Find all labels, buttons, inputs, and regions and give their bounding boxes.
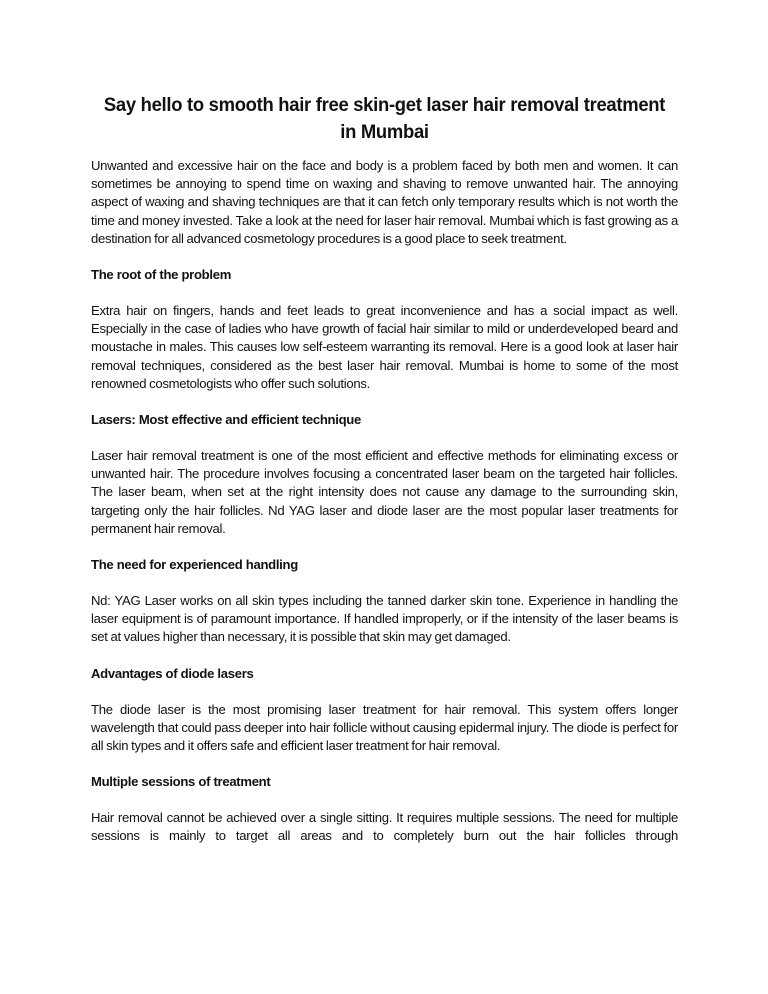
section-body: The diode laser is the most promising laser treatment for hair removal. This system offers longer wavelength that could pass deeper into hair follicle without causing epidermal injury. The diode is perfect for all skin types and it offers safe and efficient laser treatment for hair removal. [91,701,678,754]
section-root-of-problem [91,266,678,393]
section-body: Nd: YAG Laser works on all skin types including the tanned darker skin tone. Experience in handling the laser equipment is of paramount importance. If handled improperly, or if the intensity of the laser beams is set at values higher than necessary, it is possible that skin may get damaged. [91,593,678,645]
section-heading: Multiple sessions of treatment [91,774,271,790]
section-multiple-sessions [91,773,678,845]
section-heading: The need for experienced handling [91,557,298,573]
section-lasers-technique [91,411,678,538]
section-heading: The root of the problem [91,267,232,283]
section-experienced-handling [91,556,678,647]
intro-paragraph: Unwanted and excessive hair on the face and body is a problem faced by both men and women. It can sometimes be annoying to spend time on waxing and shaving to remove unwanted hair. The annoying aspect of waxing and shaving techniques are that it can fetch only temporary results which is not worth the time and money invested. Take a look at the need for laser hair removal. Mumbai which is fast growing as a destination for all advanced cosmetology procedures is a good place to seek treatment. [91,158,678,246]
document-title: Say hello to smooth hair free skin-get laser hair removal treatment in Mumbai [103,95,666,143]
section-heading: Lasers: Most effective and efficient technique [91,412,361,428]
section-heading: Advantages of diode lasers [91,665,254,681]
section-body: Hair removal cannot be achieved over a single sitting. It requires multiple sessions. The need for multiple sessions is mainly to target all areas and to completely burn out the hair follicles through [91,810,678,844]
document-page [91,92,678,864]
section-diode-lasers [91,665,678,756]
section-body: Extra hair on fingers, hands and feet leads to great inconvenience and has a social impact as well. Especially in the case of ladies who have growth of facial hair similar to mild or underdeveloped beard and moustache in males. This causes low self-esteem warranting its removal. Here is a good look at laser hair removal techniques, considered as the best laser hair removal. Mumbai is home to some of the most renowned cosmetologists who offer such solutions. [91,303,678,391]
section-body: Laser hair removal treatment is one of the most efficient and effective methods for eliminating excess or unwanted hair. The procedure involves focusing a concentrated laser beam on the targeted hair follicles. The laser beam, when set at the right intensity does not cause any damage to the surrounding skin, targeting only the hair follicles. Nd YAG laser and diode laser are the most popular laser treatments for permanent hair removal. [91,448,678,536]
